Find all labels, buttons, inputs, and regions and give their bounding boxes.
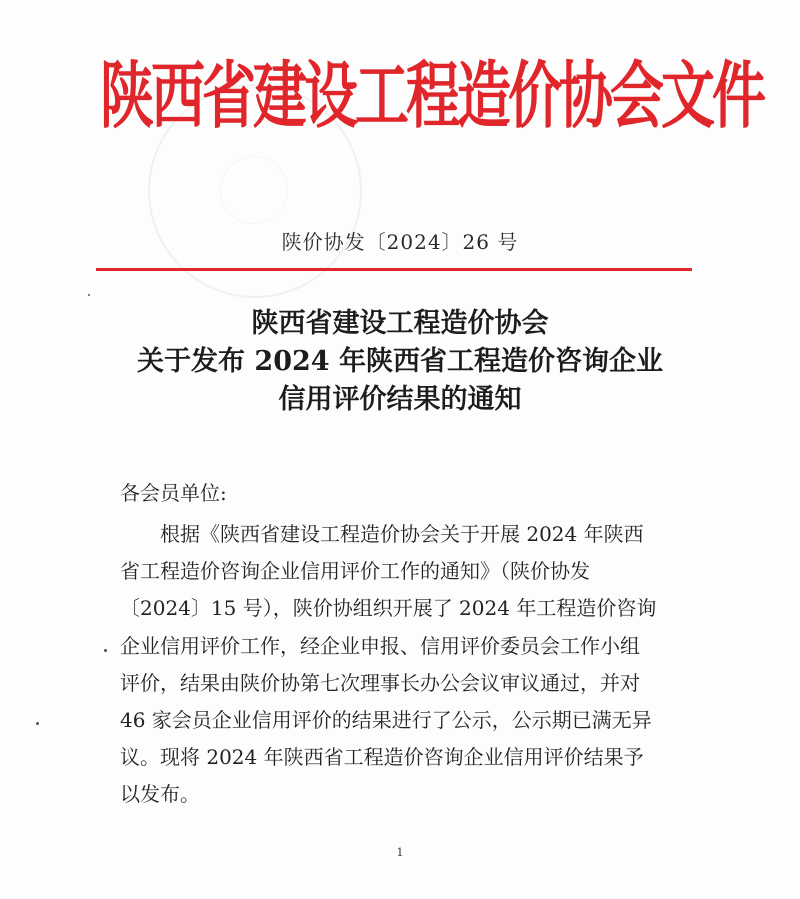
body-paragraph	[120, 516, 690, 814]
scan-speck	[104, 649, 107, 652]
scan-speck	[36, 722, 39, 725]
scan-speck	[88, 294, 90, 296]
body-line: 根据《陕西省建设工程造价协会关于开展 2024 年陕西	[160, 522, 644, 546]
document-number: 陕价协发〔2024〕26 号	[281, 230, 519, 254]
body-line: 评价，结果由陕价协第七次理事长办公会议审议通过，并对	[120, 670, 640, 695]
letterhead-title: 陕西省建设工程造价协会文件	[100, 53, 763, 139]
notice-title-line: 陕西省建设工程造价协会	[251, 308, 549, 339]
body-line: 议。现将 2024 年陕西省工程造价咨询企业信用评价结果予	[120, 745, 644, 770]
page-number: 1	[396, 846, 404, 859]
body-line: 企业信用评价工作，经企业申报、信用评价委员会工作小组	[120, 633, 640, 658]
body-line: 以发布。	[120, 782, 200, 807]
notice-title-line: 信用评价结果的通知	[278, 384, 522, 415]
body-line: 〔2024〕15 号），陕价协组织开展了 2024 年工程造价咨询	[120, 596, 657, 621]
body-line: 46 家会员企业信用评价的结果进行了公示，公示期已满无异	[120, 708, 652, 733]
red-divider-line	[96, 268, 692, 271]
salutation: 各会员单位:	[120, 481, 227, 505]
notice-title-line: 关于发布 2024 年陕西省工程造价咨询企业	[137, 346, 663, 377]
notice-title	[80, 305, 720, 419]
body-line: 省工程造价咨询企业信用评价工作的通知》（陕价协发	[120, 559, 590, 584]
